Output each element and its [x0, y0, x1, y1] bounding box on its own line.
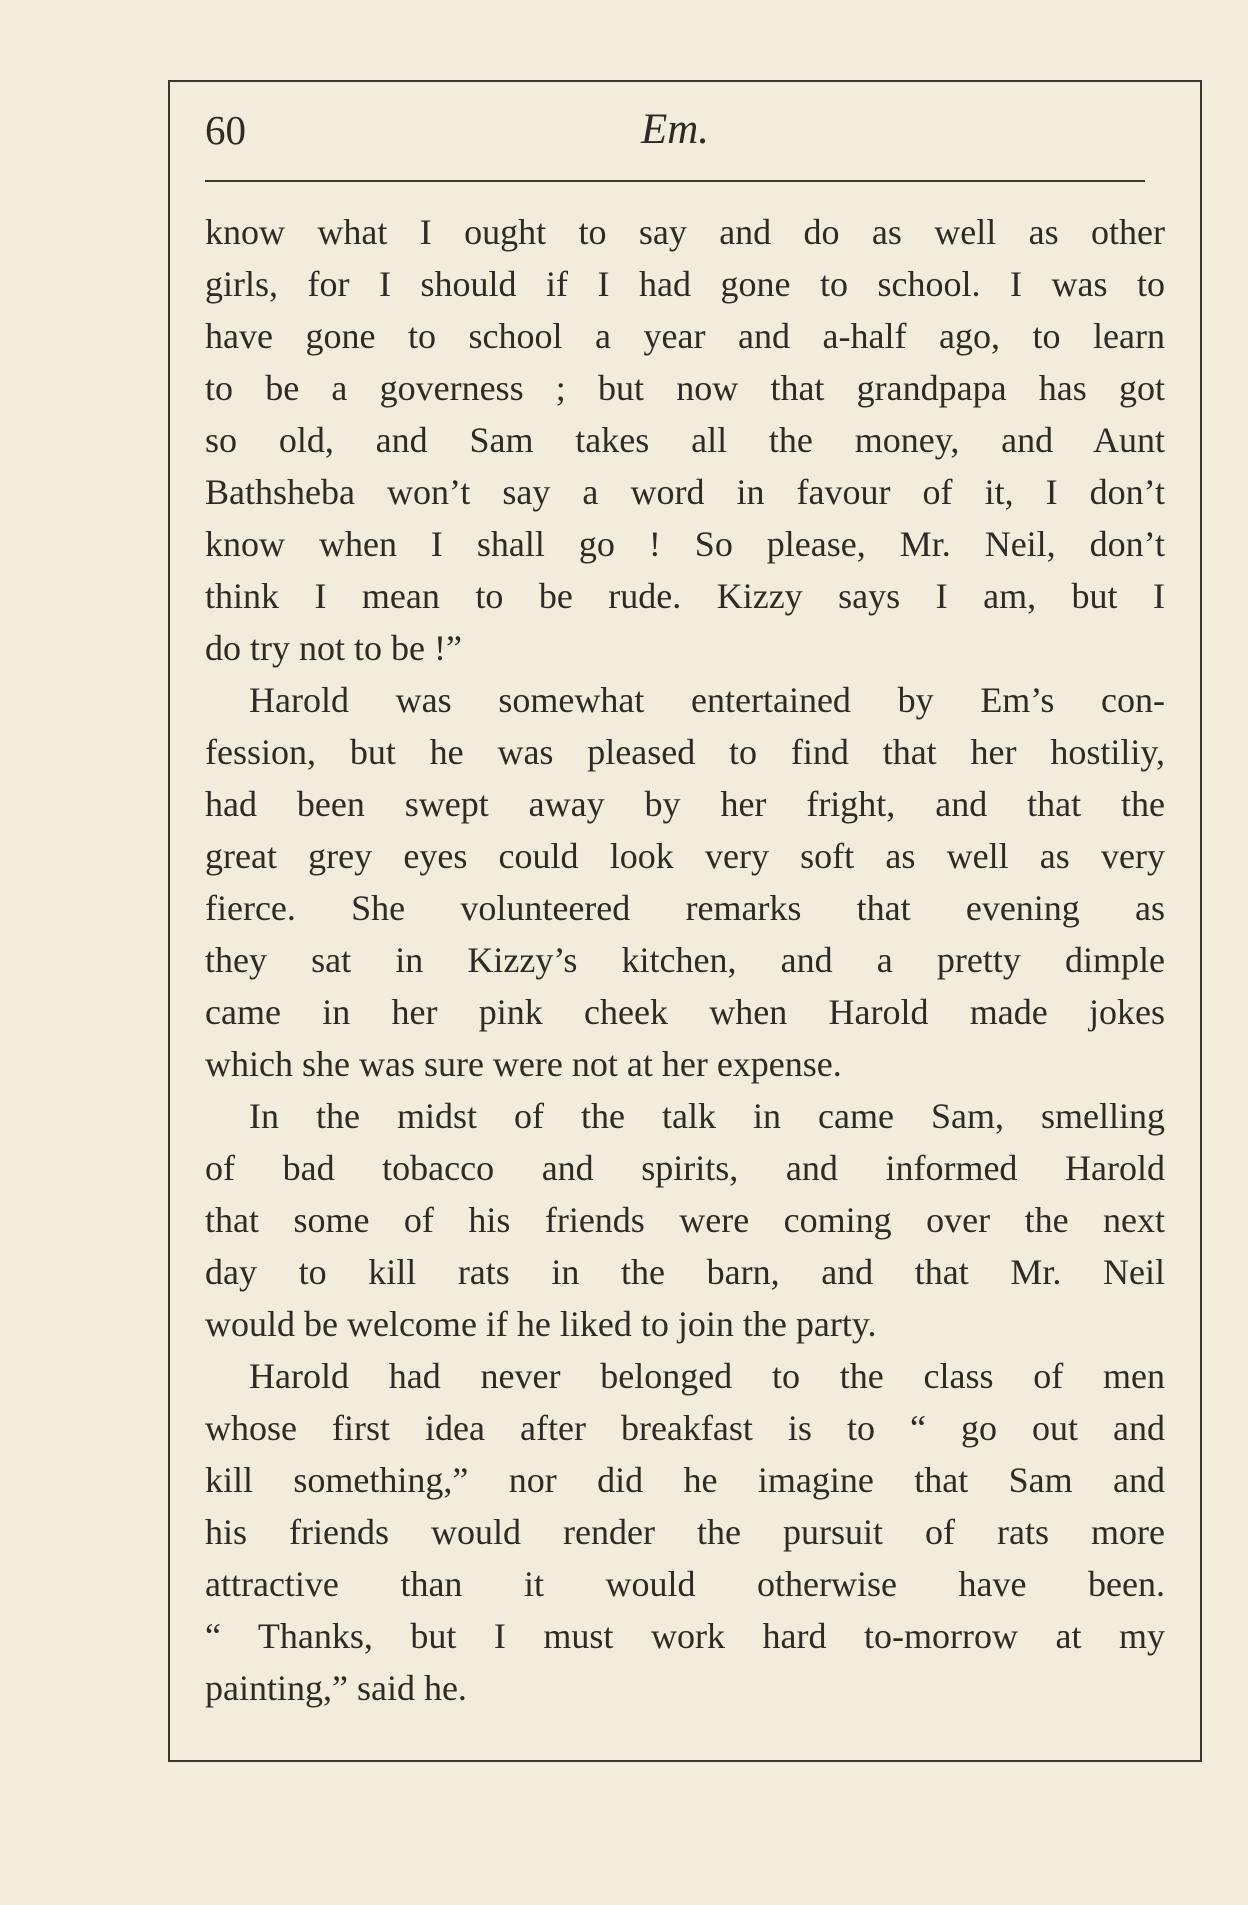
text-line: that some of his friends were coming over the next: [205, 1200, 1165, 1240]
body-text: [205, 206, 1165, 1714]
text-line: think I mean to be rude. Kizzy says I am, but I: [205, 576, 1165, 616]
text-line: fierce. She volunteered remarks that evening as: [205, 888, 1165, 928]
text-line: know when I shall go ! So please, Mr. Neil, don’t: [205, 524, 1165, 564]
page-number: 60: [205, 107, 246, 153]
text-line: kill something,” nor did he imagine that Sam and: [205, 1460, 1165, 1500]
text-line: came in her pink cheek when Harold made jokes: [205, 992, 1165, 1032]
text-line: would be welcome if he liked to join the party.: [205, 1304, 877, 1344]
text-line: day to kill rats in the barn, and that Mr. Neil: [205, 1252, 1165, 1292]
text-line: fession, but he was pleased to find that her hostiliy,: [205, 732, 1165, 772]
text-line: great grey eyes could look very soft as well as very: [205, 836, 1165, 876]
text-line: of bad tobacco and spirits, and informed Harold: [205, 1148, 1165, 1188]
text-line: whose first idea after breakfast is to “ go out and: [205, 1408, 1165, 1448]
text-line: have gone to school a year and a-half ago, to learn: [205, 316, 1165, 356]
text-line: Harold was somewhat entertained by Em’s con-: [249, 680, 1165, 720]
text-line: so old, and Sam takes all the money, and Aunt: [205, 420, 1165, 460]
header-rule: [205, 180, 1145, 182]
text-line: “ Thanks, but I must work hard to-morrow at my: [205, 1616, 1165, 1656]
text-line: painting,” said he.: [205, 1668, 467, 1708]
text-line: do try not to be !”: [205, 628, 462, 668]
text-line: which she was sure were not at her expense.: [205, 1044, 842, 1084]
text-line: Bathsheba won’t say a word in favour of it, I don’t: [205, 472, 1165, 512]
text-line: Harold had never belonged to the class of men: [249, 1356, 1165, 1396]
text-line: his friends would render the pursuit of rats more: [205, 1512, 1165, 1552]
page-header: [205, 100, 1145, 160]
text-line: In the midst of the talk in came Sam, smelling: [249, 1096, 1165, 1136]
text-line: had been swept away by her fright, and that the: [205, 784, 1165, 824]
running-title: Em.: [640, 106, 710, 153]
text-line: attractive than it would otherwise have been.: [205, 1564, 1165, 1604]
text-line: they sat in Kizzy’s kitchen, and a pretty dimple: [205, 940, 1165, 980]
text-line: girls, for I should if I had gone to school. I was to: [205, 264, 1165, 304]
text-line: to be a governess ; but now that grandpapa has got: [205, 368, 1165, 408]
text-line: know what I ought to say and do as well as other: [205, 212, 1165, 252]
